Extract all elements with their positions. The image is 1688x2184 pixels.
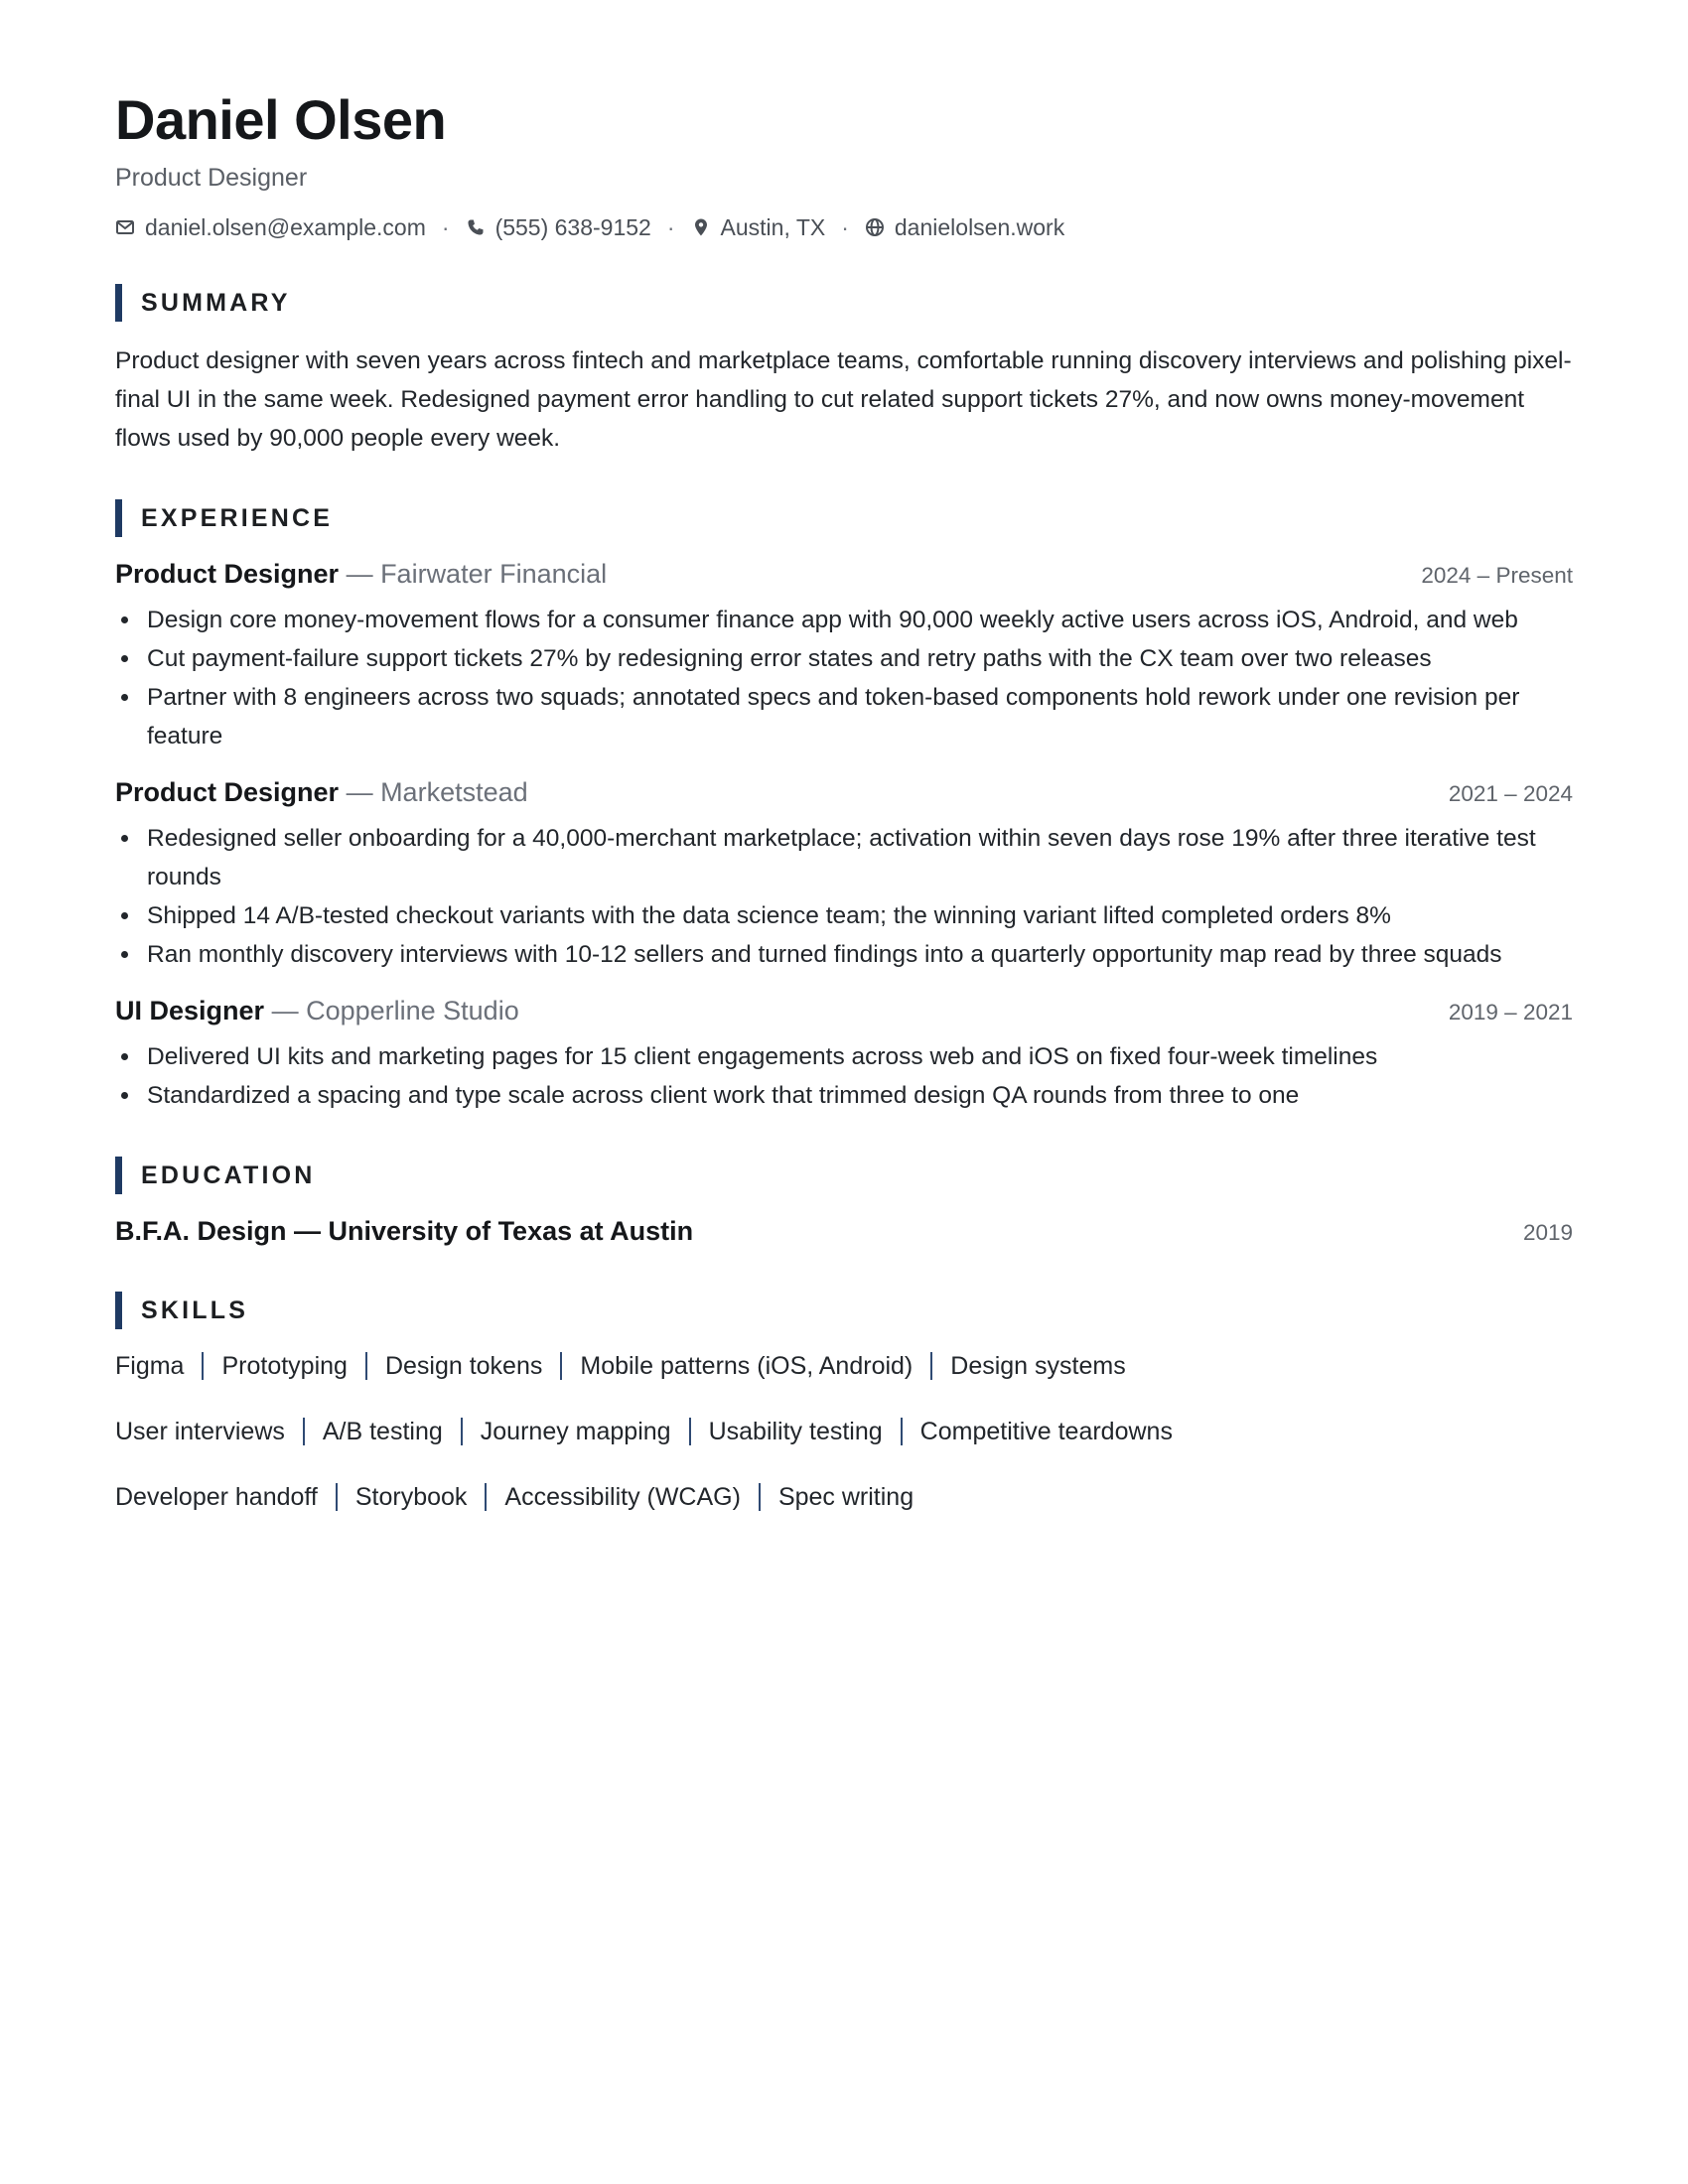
skill-item: Design systems — [950, 1352, 1126, 1380]
skill-item: User interviews — [115, 1418, 285, 1445]
job-bullets — [115, 601, 1573, 755]
job-title-line — [115, 557, 607, 591]
job-entry — [115, 994, 1573, 1115]
skills-row — [115, 1480, 1573, 1514]
skill-divider — [303, 1418, 305, 1445]
section-title: SUMMARY — [141, 288, 291, 317]
job-title: Product Designer — [115, 559, 340, 589]
job-title: UI Designer — [115, 996, 265, 1025]
skill-divider — [461, 1418, 463, 1445]
job-entry — [115, 775, 1573, 974]
candidate-role: Product Designer — [115, 164, 308, 192]
summary-text: Product designer with seven years across fintech and marketplace teams, comfortable running discovery interviews and polishing pixel-final UI in the same week. Redesigned payment error handling to cut related support tickets 27%, and now owns money-movement flows used by 90,000 people every week. — [115, 347, 1572, 452]
contact-email-text: daniel.olsen@example.com — [145, 214, 426, 240]
section-accent-bar — [115, 1292, 122, 1329]
education-year: 2019 — [1522, 1220, 1573, 1245]
skill-item: Developer handoff — [115, 1483, 318, 1511]
experience-heading — [115, 499, 1573, 537]
location-pin-icon — [691, 217, 711, 237]
section-title: EDUCATION — [141, 1160, 316, 1189]
section-accent-bar — [115, 1157, 122, 1194]
section-title: EXPERIENCE — [141, 503, 334, 532]
contact-email[interactable] — [115, 212, 426, 242]
skill-divider — [901, 1418, 903, 1445]
contact-website[interactable] — [865, 212, 1064, 242]
education-heading — [115, 1157, 1573, 1194]
job-company: — Marketstead — [346, 777, 528, 807]
job-dates: 2021 – 2024 — [1448, 781, 1573, 806]
list-item: Delivered UI kits and marketing pages for 15 client engagements across web and iOS on fixed four-week timelines — [115, 1037, 1573, 1076]
job-header — [115, 994, 1573, 1029]
skill-item: Competitive teardowns — [919, 1418, 1173, 1445]
skill-item: Design tokens — [384, 1352, 543, 1380]
job-header — [115, 775, 1573, 811]
job-header — [115, 557, 1573, 593]
list-item: Cut payment-failure support tickets 27% by redesigning error states and retry paths with the CX team over two releases — [115, 639, 1573, 678]
job-dates: 2024 – Present — [1421, 563, 1573, 588]
summary-heading — [115, 284, 1573, 322]
job-title-line — [115, 775, 528, 809]
job-company: — Fairwater Financial — [346, 559, 608, 589]
contact-separator: · — [441, 214, 450, 240]
skill-item: Prototyping — [221, 1352, 348, 1380]
list-item: Partner with 8 engineers across two squads; annotated specs and token-based components hold rework under one revision per feature — [115, 678, 1573, 755]
phone-icon — [466, 217, 486, 237]
contact-phone-text: (555) 638-9152 — [494, 214, 651, 240]
education-entry — [115, 1214, 1573, 1250]
job-title: Product Designer — [115, 777, 340, 807]
job-bullets — [115, 819, 1573, 974]
skills-row — [115, 1349, 1573, 1383]
contact-location — [691, 212, 826, 242]
skill-item: Usability testing — [708, 1418, 883, 1445]
skill-item: Journey mapping — [480, 1418, 671, 1445]
contact-phone[interactable] — [466, 212, 651, 242]
contact-separator: · — [666, 214, 675, 240]
list-item: Shipped 14 A/B-tested checkout variants with the data science team; the winning variant lifted completed orders 8% — [115, 896, 1573, 935]
skill-item: Mobile patterns (iOS, Android) — [580, 1352, 914, 1380]
skill-divider — [759, 1483, 761, 1511]
list-item: Design core money-movement flows for a consumer finance app with 90,000 weekly active users across iOS, Android, and web — [115, 601, 1573, 639]
skill-item: Storybook — [354, 1483, 468, 1511]
contact-line — [115, 212, 1573, 242]
education-degree: B.F.A. Design — University of Texas at Austin — [115, 1216, 694, 1246]
skill-item: Accessibility (WCAG) — [504, 1483, 741, 1511]
contact-website-text: danielolsen.work — [894, 214, 1065, 240]
job-company: — Copperline Studio — [271, 996, 519, 1025]
skill-divider — [202, 1352, 204, 1380]
skill-divider — [365, 1352, 367, 1380]
job-title-line — [115, 994, 519, 1027]
list-item: Ran monthly discovery interviews with 10-12 sellers and turned findings into a quarterly opportunity map read by three squads — [115, 935, 1573, 974]
skill-item: Spec writing — [777, 1483, 914, 1511]
skill-divider — [560, 1352, 562, 1380]
mail-icon — [115, 217, 135, 237]
skill-divider — [689, 1418, 691, 1445]
skill-item: Figma — [115, 1352, 185, 1380]
job-bullets — [115, 1037, 1573, 1115]
section-accent-bar — [115, 499, 122, 537]
contact-location-text: Austin, TX — [720, 214, 826, 240]
section-title: SKILLS — [141, 1296, 249, 1324]
skill-divider — [930, 1352, 932, 1380]
candidate-name: Daniel Olsen — [115, 88, 447, 151]
list-item: Standardized a spacing and type scale across client work that trimmed design QA rounds from three to one — [115, 1076, 1573, 1115]
contact-separator: · — [841, 214, 849, 240]
skills-row — [115, 1415, 1573, 1448]
skill-item: A/B testing — [322, 1418, 443, 1445]
skills-heading — [115, 1292, 1573, 1329]
section-accent-bar — [115, 284, 122, 322]
job-entry — [115, 557, 1573, 755]
globe-icon — [865, 217, 885, 237]
skill-divider — [485, 1483, 487, 1511]
skill-divider — [336, 1483, 338, 1511]
list-item: Redesigned seller onboarding for a 40,000-merchant marketplace; activation within seven days rose 19% after three iterative test rounds — [115, 819, 1573, 896]
job-dates: 2019 – 2021 — [1448, 1000, 1573, 1024]
